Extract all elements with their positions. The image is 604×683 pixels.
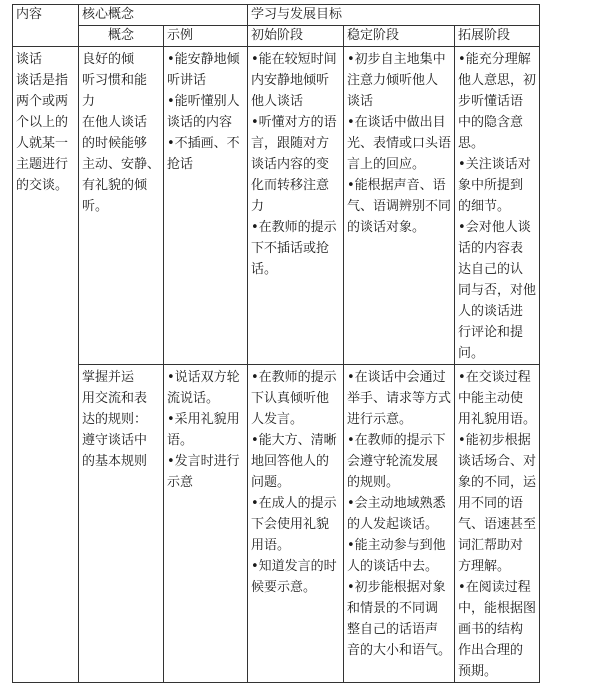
- cell-line: 象的不同，运: [458, 475, 537, 490]
- cell-line: •说话双方轮: [167, 370, 240, 385]
- cell-line: 话。: [251, 262, 278, 277]
- cell-line: •关注谈话对: [458, 157, 531, 172]
- cell-line: 言上的回应。: [347, 157, 426, 172]
- cell-line: 下会使用礼貌: [251, 517, 330, 532]
- cell-line: 作出合理的: [458, 643, 524, 658]
- cell-line: 听。: [82, 199, 109, 214]
- cell-line: •在交谈过程: [458, 370, 531, 385]
- cell-line: 候要示意。: [251, 580, 317, 595]
- cell-line: 主题进行: [16, 157, 69, 172]
- cell-line: 谈话场合、对: [458, 454, 537, 469]
- cell-line: 用不同的语: [458, 496, 524, 511]
- cell-line: 用交流和表: [82, 391, 148, 406]
- header-goals: 学习与发展目标: [248, 5, 540, 26]
- cell-line: •会对他人谈: [458, 220, 531, 235]
- cell-line: 象中所提到: [458, 178, 524, 193]
- cell-line: •在成人的提示: [251, 496, 337, 511]
- cell-line: 问题。: [251, 475, 291, 490]
- cell-line: •能主动参与到他: [347, 538, 446, 553]
- cell-line: 中能主动使: [458, 391, 524, 406]
- concept-cell-2: [79, 365, 164, 683]
- cell-line: 下认真倾听他: [251, 391, 330, 406]
- cell-line: 在他人谈话: [82, 115, 148, 130]
- cell-line: 达的规则：: [82, 412, 148, 427]
- cell-line: 地回答他人的: [251, 454, 330, 469]
- cell-line: •在教师的提示下: [347, 433, 446, 448]
- cell-line: 画书的结构: [458, 622, 524, 637]
- cell-line: •能初步根据: [458, 433, 531, 448]
- cell-line: 遵守谈话中: [82, 433, 148, 448]
- cell-line: 用语。: [251, 538, 291, 553]
- cell-line: •能充分理解: [458, 52, 531, 67]
- cell-line: •发言时进行: [167, 454, 240, 469]
- cell-line: 预期。: [458, 664, 498, 679]
- header-example: 示例: [164, 26, 248, 47]
- cell-line: 话的内容表: [458, 241, 524, 256]
- cell-line: 举手、请求等方式: [347, 391, 452, 406]
- cell-line: •在谈话中会通过: [347, 370, 446, 385]
- cell-line: 的规则。: [347, 475, 400, 490]
- cell-line: •初步能根据对象: [347, 580, 446, 595]
- cell-line: 抢话: [167, 157, 194, 172]
- cell-line: 气、语调辨别不同: [347, 199, 452, 214]
- cell-line: 有礼貌的倾: [82, 178, 148, 193]
- cell-line: 语。: [167, 433, 194, 448]
- cell-line: 主动、安静、: [82, 157, 161, 172]
- cell-line: •采用礼貌用: [167, 412, 240, 427]
- example-cell-2: [164, 365, 248, 683]
- cell-line: •会主动地域熟悉: [347, 496, 446, 511]
- cell-line: 个以上的: [16, 115, 69, 130]
- cell-line: 词汇帮助对: [458, 538, 524, 553]
- cell-line: 中，能根据图: [458, 601, 537, 616]
- cell-line: 用礼貌用语。: [458, 412, 537, 427]
- cell-line: 音的大小和语气。: [347, 643, 452, 658]
- cell-line: 行评论和提: [458, 325, 524, 340]
- cell-line: •能听懂别人: [167, 94, 240, 109]
- header-core-concepts: 核心概念: [79, 5, 248, 26]
- concept-cell-1: [79, 47, 164, 365]
- cell-line: 力: [251, 199, 265, 214]
- cell-line: •听懂对方的语: [251, 115, 337, 130]
- cell-line: 的人发起谈话。: [347, 517, 439, 532]
- cell-line: 同与否，对他: [458, 283, 537, 298]
- cell-line: 听讲话: [167, 73, 207, 88]
- cell-line: •在谈话中做出目: [347, 115, 446, 130]
- cell-line: 进行示意。: [347, 412, 413, 427]
- cell-line: 两个或两: [16, 94, 69, 109]
- example-cell-1: [164, 47, 248, 365]
- extend-cell-2: [455, 365, 540, 683]
- cell-line: 人发言。: [251, 412, 304, 427]
- cell-line: 步听懂话语: [458, 94, 524, 109]
- cell-line: 谈话的内容: [167, 115, 233, 130]
- start-cell-1: [248, 47, 344, 365]
- cell-line: 的细节。: [458, 199, 511, 214]
- cell-line: 流说话。: [167, 391, 220, 406]
- header-stage-start: 初始阶段: [248, 26, 344, 47]
- cell-line: •能大方、清晰: [251, 433, 337, 448]
- cell-line: 问。: [458, 346, 485, 361]
- stable-cell-2: [344, 365, 455, 683]
- header-concept: 概念: [79, 26, 164, 47]
- cell-line: 他人意思，初: [458, 73, 537, 88]
- cell-line: •能在较短时间: [251, 52, 337, 67]
- cell-line: 下不插话或抢: [251, 241, 330, 256]
- cell-line: •能安静地倾: [167, 52, 240, 67]
- cell-line: 方理解。: [458, 559, 511, 574]
- content-cell: [13, 47, 79, 683]
- start-cell-2: [248, 365, 344, 683]
- cell-line: •不插画、不: [167, 136, 240, 151]
- stable-cell-1: [344, 47, 455, 365]
- cell-line: 良好的倾: [82, 52, 135, 67]
- cell-line: 注意力倾听他人: [347, 73, 439, 88]
- extend-cell-1: [455, 47, 540, 365]
- cell-line: 示意: [167, 475, 194, 490]
- cell-line: 和情景的不同调: [347, 601, 439, 616]
- cell-line: 的交谈。: [16, 178, 69, 193]
- cell-line: 光、表情或口头语: [347, 136, 452, 151]
- cell-line: 达自己的认: [458, 262, 524, 277]
- header-stage-stable: 稳定阶段: [344, 26, 455, 47]
- cell-line: 的基本规则: [82, 454, 148, 469]
- cell-line: 力: [82, 94, 96, 109]
- cell-line: 化而转移注意: [251, 178, 330, 193]
- cell-line: •知道发言的时: [251, 559, 337, 574]
- cell-line: 他人谈话: [251, 94, 304, 109]
- cell-line: 人的谈话进: [458, 304, 524, 319]
- learning-goals-table: [12, 4, 540, 683]
- cell-line: 言，跟随对方: [251, 136, 330, 151]
- cell-line: 谈话: [347, 94, 374, 109]
- cell-line: 人的谈话中去。: [347, 559, 439, 574]
- cell-line: 掌握并运: [82, 370, 135, 385]
- cell-line: 谈话是指: [16, 73, 69, 88]
- cell-line: 中的隐含意: [458, 115, 524, 130]
- cell-line: 谈话内容的变: [251, 157, 330, 172]
- cell-line: •在阅读过程: [458, 580, 531, 595]
- cell-line: 的谈话对象。: [347, 220, 426, 235]
- cell-line: 谈话: [16, 52, 43, 67]
- cell-line: 气、语速甚至: [458, 517, 537, 532]
- cell-line: 内安静地倾听: [251, 73, 330, 88]
- cell-line: 的时候能够: [82, 136, 148, 151]
- cell-line: •在教师的提示: [251, 370, 337, 385]
- cell-line: 整自己的话语声: [347, 622, 439, 637]
- cell-line: 思。: [458, 136, 485, 151]
- cell-line: 人就某一: [16, 136, 69, 151]
- cell-line: 听习惯和能: [82, 73, 148, 88]
- header-stage-extend: 拓展阶段: [455, 26, 540, 47]
- cell-line: •能根据声音、语: [347, 178, 446, 193]
- cell-line: •在教师的提示: [251, 220, 337, 235]
- cell-line: 会遵守轮流发展: [347, 454, 439, 469]
- cell-line: •初步自主地集中: [347, 52, 446, 67]
- header-content: 内容: [13, 5, 79, 47]
